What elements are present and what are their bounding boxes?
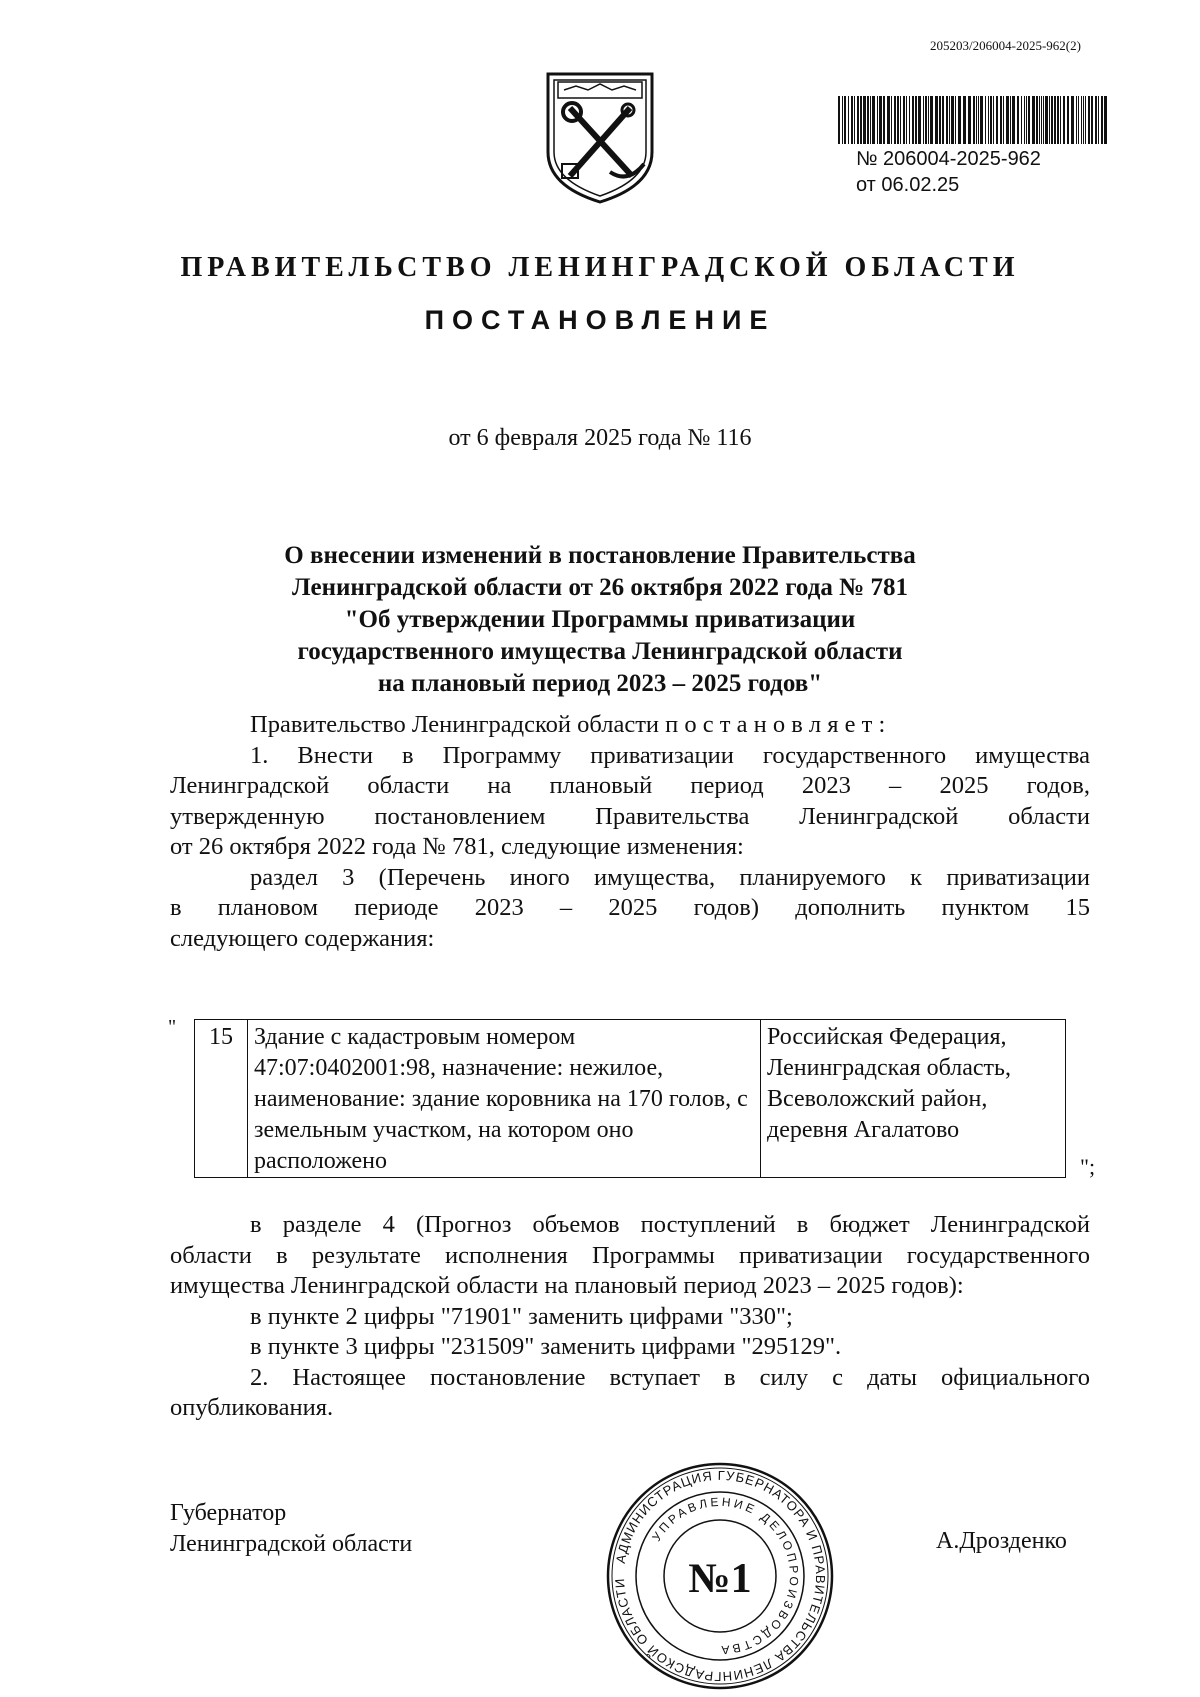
document-type-heading: ПОСТАНОВЛЕНИЕ: [424, 305, 776, 335]
paragraph-line: Ленинградской области на плановый период 2023 – 2025 годов,: [170, 772, 1090, 799]
title-line: "Об утверждении Программы приватизации: [344, 606, 856, 633]
closing-quote: ";: [1080, 1154, 1096, 1179]
seal-outer-text: АДМИНИСТРАЦИЯ ГУБЕРНАТОРА И ПРАВИТЕЛЬСТВА ЛЕНИНГРАДСКОЙ ОБЛАСТИ: [611, 1467, 829, 1685]
paragraph-line: раздел 3 (Перечень иного имущества, планируемого к приватизации: [250, 863, 1090, 891]
registration-block: [856, 146, 1041, 198]
official-seal-stamp: [604, 1460, 836, 1692]
paragraph-line: утвержденную постановлением Правительства Ленинградской области: [170, 802, 1090, 830]
body-text-part2: [170, 1210, 1090, 1424]
item-description-cell: Здание с кадастровым номером 47:07:0402001:98, назначение: нежилое, наименование: здание коровника на 170 голов, с земельным участком, на котором оно расположено: [248, 1020, 761, 1178]
title-line: О внесении изменений в постановление Правительства: [284, 542, 916, 569]
paragraph-line: следующего содержания:: [170, 924, 435, 952]
intro-line: Правительство Ленинградской области п о с т а н о в л я е т :: [250, 711, 886, 738]
point-2-change: в пункте 2 цифры "71901" заменить цифрами "330";: [250, 1302, 793, 1330]
item-location-cell: Российская Федерация, Ленинградская область, Всеволожский район, деревня Агалатово: [761, 1020, 1066, 1178]
opening-quote: ": [168, 1016, 177, 1038]
title-line: государственного имущества Ленинградской области: [297, 638, 903, 665]
point-3-change: в пункте 3 цифры "231509" заменить цифрами "295129".: [250, 1333, 842, 1360]
paragraph-line: области в результате исполнения Программы приватизации государственного: [170, 1241, 1090, 1269]
document-top-number: 205203/206004-2025-962(2): [930, 38, 1081, 53]
barcode-icon: [838, 96, 1108, 144]
paragraph-line: опубликования.: [170, 1394, 334, 1421]
seal-center-number: №1: [688, 1556, 752, 1602]
item-number-cell: 15: [195, 1020, 248, 1178]
title-line: Ленинградской области от 26 октября 2022 года № 781: [292, 574, 908, 601]
table-row: [195, 1020, 1066, 1178]
body-text-part1: [170, 710, 1090, 954]
signatory-title: [170, 1498, 412, 1560]
registration-number: № 206004-2025-962: [856, 148, 1041, 170]
paragraph-line: имущества Ленинградской области на плановый период 2023 – 2025 годов):: [170, 1272, 964, 1299]
paragraph-line: 2. Настоящее постановление вступает в силу с даты официального: [250, 1363, 1090, 1391]
resolution-title: [150, 540, 1050, 700]
paragraph-line: от 26 октября 2022 года № 781, следующие изменения:: [170, 833, 744, 860]
seal-inner-text: УПРАВЛЕНИЕ ДЕЛОПРОИЗВОДСТВА: [649, 1494, 802, 1658]
inserted-item-table: [194, 1019, 1066, 1178]
resolution-date-line: от 6 февраля 2025 года № 116: [448, 425, 752, 451]
government-heading: ПРАВИТЕЛЬСТВО ЛЕНИНГРАДСКОЙ ОБЛАСТИ: [180, 252, 1020, 283]
registration-date: от 06.02.25: [856, 174, 960, 196]
paragraph-line: в разделе 4 (Прогноз объемов поступлений в бюджет Ленинградской: [250, 1211, 1090, 1238]
paragraph-line: 1. Внести в Программу приватизации государственного имущества: [250, 741, 1090, 769]
paragraph-line: в плановом периоде 2023 – 2025 годов) дополнить пунктом 15: [170, 894, 1090, 921]
title-line: на плановый период 2023 – 2025 годов": [377, 670, 823, 697]
signatory-name: А.Дрозденко: [936, 1528, 1067, 1554]
signatory-title-line: Ленинградской области: [170, 1531, 413, 1557]
signatory-title-line: Губернатор: [170, 1500, 287, 1526]
coat-of-arms-icon: [540, 68, 660, 204]
